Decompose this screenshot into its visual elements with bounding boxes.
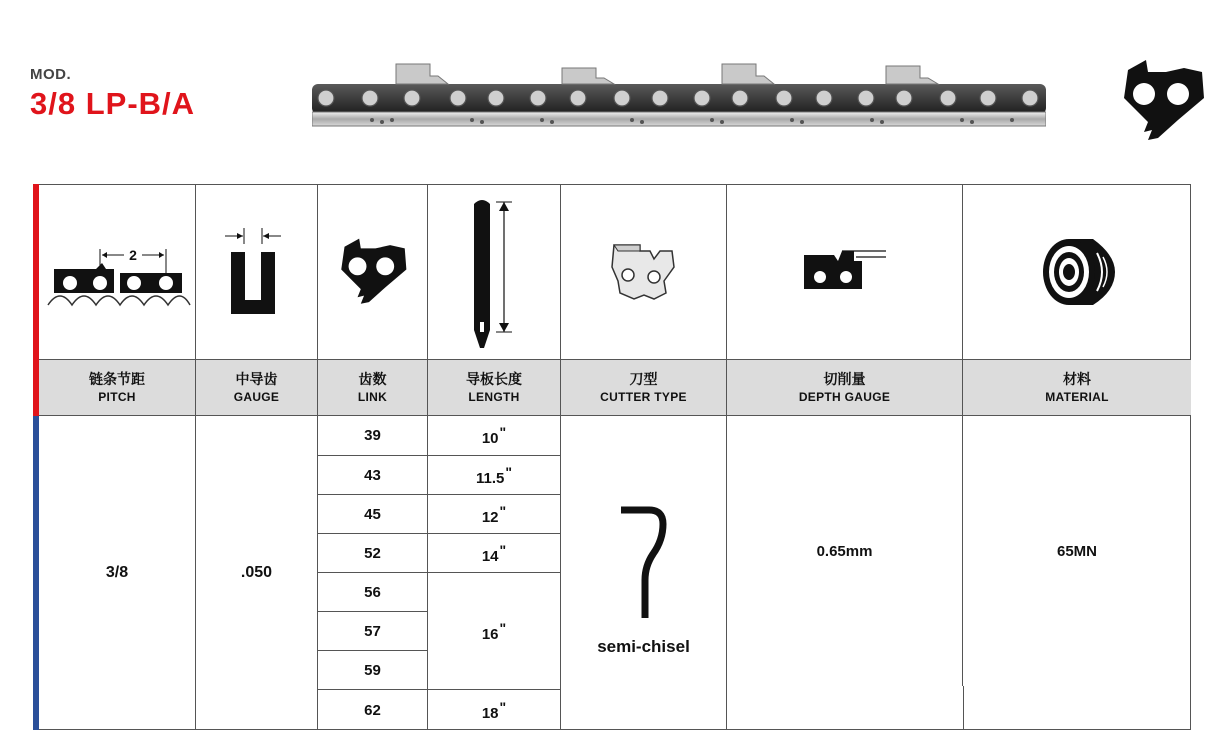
column-header-material xyxy=(963,360,1191,416)
length-value: 16 xyxy=(481,625,499,643)
inch-mark: " xyxy=(499,698,507,715)
column-header-cn: 材料 xyxy=(1063,371,1091,388)
pitch-value-cell xyxy=(39,416,196,730)
inch-mark: " xyxy=(505,463,512,480)
model-name: 3/8 LP-B/A xyxy=(30,86,196,121)
table-row xyxy=(318,534,428,573)
column-divider xyxy=(963,686,964,730)
pitch-icon-cell xyxy=(39,184,196,360)
link-value: 45 xyxy=(364,505,381,523)
column-header-pitch xyxy=(39,360,196,416)
gauge-diagram-icon xyxy=(217,222,297,322)
pitch-dimension: 2 xyxy=(129,246,137,263)
table-row xyxy=(428,416,561,456)
table-row xyxy=(318,456,428,495)
table-row xyxy=(318,573,428,612)
inch-mark: " xyxy=(499,541,507,558)
link-value: 62 xyxy=(364,701,381,719)
guide-bar-icon xyxy=(454,192,534,352)
column-header-cn: 中导齿 xyxy=(235,371,278,388)
column-header-en: DEPTH GAUGE xyxy=(798,389,891,404)
column-header-en: LENGTH xyxy=(468,389,520,404)
link-value: 56 xyxy=(364,583,381,601)
drive-link-icon xyxy=(335,237,411,307)
column-header-cn: 链条节距 xyxy=(89,371,145,388)
inch-mark: " xyxy=(499,502,507,519)
table-row xyxy=(318,416,428,456)
link-value: 43 xyxy=(364,466,381,484)
length-value: 14 xyxy=(481,547,499,565)
depth-gauge-value: 0.65mm xyxy=(816,542,873,560)
table-row xyxy=(428,690,561,730)
column-header-link xyxy=(318,360,428,416)
table-row xyxy=(428,534,561,573)
table-row xyxy=(428,495,561,534)
cutter-type-value: semi-chisel xyxy=(597,637,690,656)
inch-mark: " xyxy=(499,424,507,440)
table-row xyxy=(428,456,561,495)
material-value: 65MN xyxy=(1056,542,1097,560)
length-icon-cell xyxy=(428,184,561,360)
column-header-cn: 导板长度 xyxy=(466,371,522,388)
depth-gauge-icon-cell xyxy=(727,184,963,360)
length-value: 12 xyxy=(481,508,499,526)
cutter-tooth-icon xyxy=(604,237,684,307)
pitch-value: 3/8 xyxy=(105,564,129,581)
column-header-cn: 切削量 xyxy=(823,371,866,388)
link-value: 59 xyxy=(364,661,381,679)
spec-table xyxy=(33,184,1191,730)
column-header-cn: 刀型 xyxy=(629,371,658,388)
gauge-value: .050 xyxy=(240,564,273,581)
column-header-en: CUTTER TYPE xyxy=(600,389,687,404)
column-header-gauge xyxy=(196,360,318,416)
column-header-en: PITCH xyxy=(98,389,136,404)
length-value: 18 xyxy=(481,704,499,722)
column-header-en: GAUGE xyxy=(233,389,280,404)
steel-coil-icon xyxy=(1035,235,1119,309)
inch-mark: " xyxy=(499,619,507,636)
column-header-en: MATERIAL xyxy=(1045,389,1109,404)
table-row xyxy=(318,690,428,730)
column-header-length xyxy=(428,360,561,416)
gauge-icon-cell xyxy=(196,184,318,360)
link-icon-cell xyxy=(318,184,428,360)
table-row xyxy=(318,495,428,534)
depth-gauge-icon xyxy=(800,247,890,297)
length-value: 11.5 xyxy=(475,469,505,487)
link-value: 57 xyxy=(364,622,381,640)
drive-link-icon xyxy=(1118,58,1208,144)
semi-chisel-profile-icon xyxy=(619,506,669,622)
gauge-value-cell xyxy=(196,416,318,730)
table-row xyxy=(318,612,428,651)
table-row xyxy=(318,651,428,690)
column-header-depth-gauge xyxy=(727,360,963,416)
depth-gauge-value-cell xyxy=(727,416,963,686)
mod-label: MOD. xyxy=(30,66,72,83)
pitch-diagram-icon xyxy=(42,227,192,317)
table-row xyxy=(428,573,561,690)
saw-chain-photo xyxy=(312,56,1046,132)
column-header-cutter-type xyxy=(561,360,727,416)
link-value: 52 xyxy=(364,544,381,562)
cutter-type-cell xyxy=(561,416,727,730)
cutter-icon-cell xyxy=(561,184,727,360)
column-header-en: LINK xyxy=(357,389,388,404)
material-value-cell xyxy=(963,416,1191,686)
link-value: 39 xyxy=(364,427,381,444)
column-header-cn: 齿数 xyxy=(358,371,387,388)
length-value: 10 xyxy=(481,430,499,447)
material-icon-cell xyxy=(963,184,1191,360)
